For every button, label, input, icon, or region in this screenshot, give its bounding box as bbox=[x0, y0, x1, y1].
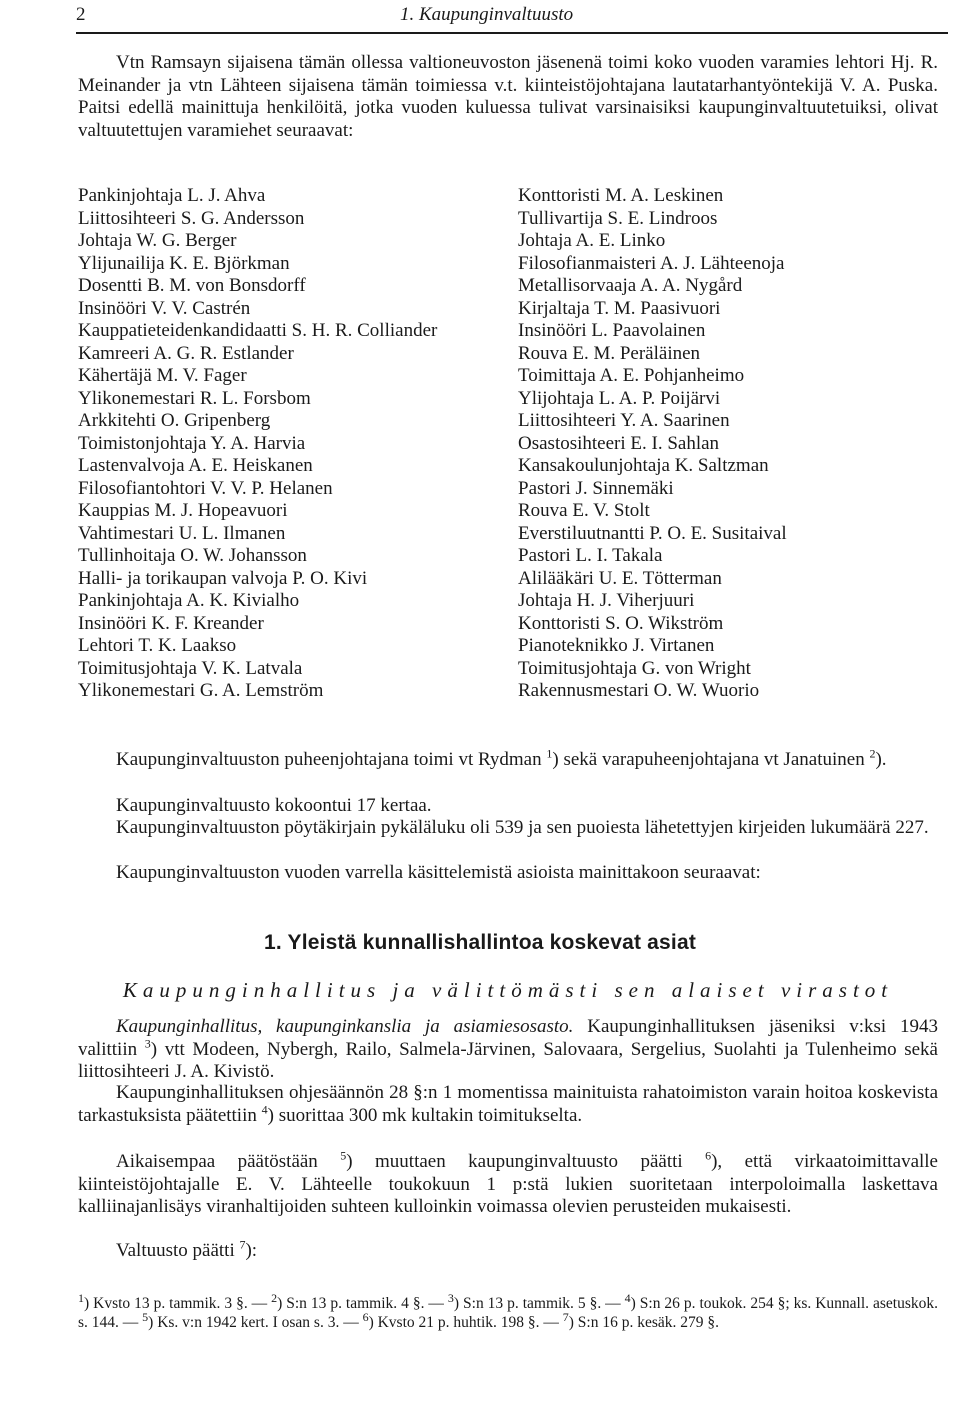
footnote-mark: 3 bbox=[447, 1290, 454, 1305]
footnote-text: ) Kvsto 13 p. tammik. 3 §. — bbox=[84, 1295, 272, 1312]
deputy-name: Kauppias M. J. Hopeavuori bbox=[78, 500, 288, 521]
deputy-name: Kansakoulunjohtaja K. Saltzman bbox=[518, 455, 769, 476]
prev-text: ) muuttaen kaupunginvaltuusto päätti bbox=[346, 1151, 706, 1172]
deputy-name: Osastosihteeri E. I. Sahlan bbox=[518, 432, 720, 454]
decides-text: Valtuusto päätti bbox=[116, 1240, 240, 1261]
deputy-name: Vahtimestari U. L. Ilmanen bbox=[78, 522, 286, 544]
staff-text: ) vtt Modeen, Nybergh, Railo, Salmela-Järvinen, Salovaara, Sergelius, Suolahti ja Tulenheimo sekä liittosihteeri J. A. Kivistö. bbox=[78, 1038, 938, 1082]
footnote-mark: 7 bbox=[562, 1309, 569, 1324]
deputy-name: Insinööri K. F. Kreander bbox=[78, 612, 264, 634]
rules-paragraph bbox=[78, 1082, 938, 1127]
deputy-name: Filosofiantohtori V. V. P. Helanen bbox=[78, 477, 333, 499]
staff-text: Kaupunginhallituksen jäseniksi v:ksi 1943 valittiin bbox=[78, 1016, 938, 1060]
footnote-ref: 2 bbox=[869, 746, 876, 761]
deputy-name: Rouva E. M. Peräläinen bbox=[518, 342, 701, 364]
section-subheading: Kaupunginhallitus ja välittömästi sen alaiset virastot bbox=[122, 978, 894, 1002]
deputy-name: Pastori J. Sinnemäki bbox=[518, 477, 674, 499]
deputy-name: Dosentti B. M. von Bonsdorff bbox=[78, 275, 306, 296]
deputies-right-column bbox=[518, 185, 938, 703]
deputy-name: Liittosihteeri S. G. Andersson bbox=[78, 207, 305, 229]
deputy-name: Tullinhoitaja O. W. Johansson bbox=[78, 545, 307, 566]
deputy-name: Johtaja W. G. Berger bbox=[78, 230, 237, 251]
footnote-text: ) S:n 16 p. kesäk. 279 §. bbox=[568, 1314, 720, 1331]
deputy-name: Pankinjohtaja A. K. Kivialho bbox=[78, 590, 300, 611]
deputy-name: Liittosihteeri Y. A. Saarinen bbox=[518, 410, 730, 431]
section-heading: 1. Yleistä kunnallishallintoa koskevat asiat bbox=[263, 931, 697, 954]
deputy-name: Rouva E. V. Stolt bbox=[518, 500, 650, 521]
deputy-name: Ylijunailija K. E. Björkman bbox=[78, 252, 290, 274]
intro-paragraph: Vtn Ramsayn sijaisena tämän ollessa valtioneuvoston jäsenenä toimi koko vuoden varamies lehtori Hj. R. Meinander ja vtn Lähteen sijaisena tämän toimiessa v.t. kiinteistöjohtajana lautatarhantyöntekijä V. A. Puska. Paitsi edellä mainittuja henkilöitä, jotka vuoden kuluessa tulivat varsinaisiksi kaupunginvaltuutetuiksi, olivat valtuutettujen varamiehet seuraavat: bbox=[78, 52, 938, 141]
deputy-name: Kähertäjä M. V. Fager bbox=[78, 365, 247, 386]
deputy-name: Lastenvalvoja A. E. Heiskanen bbox=[78, 455, 313, 476]
deputy-name: Toimittaja A. E. Pohjanheimo bbox=[518, 365, 745, 386]
footnote-text: ) Kvsto 21 p. huhtik. 198 §. — bbox=[368, 1314, 563, 1331]
deputy-name: Kamreeri A. G. R. Estlander bbox=[78, 342, 294, 364]
footnote-text: ) S:n 26 p. toukok. 254 §; ks. Kunnall. asetuskok. s. 144. — bbox=[78, 1295, 938, 1331]
footnote-text: ) S:n 13 p. tammik. 4 §. — bbox=[277, 1295, 448, 1312]
deputy-name: Lehtori T. K. Laakso bbox=[78, 635, 237, 656]
rules-text: ) suorittaa 300 mk kultakin toimitukselta. bbox=[267, 1104, 583, 1126]
footnote-text: ) S:n 13 p. tammik. 5 §. — bbox=[453, 1295, 625, 1312]
deputy-name: Kirjaltaja T. M. Paasivuori bbox=[518, 297, 721, 319]
deputy-name: Halli- ja torikaupan valvoja P. O. Kivi bbox=[78, 567, 368, 589]
deputy-name: Toimitusjohtaja V. K. Latvala bbox=[78, 657, 303, 679]
rules-text: Kaupunginhallituksen ohjesäännön 28 §:n 1 momentissa mainituista rahatoimiston varain hoitoa koskevista tarkastuksista päätettiin bbox=[78, 1082, 938, 1126]
deputy-name: Konttoristi S. O. Wikström bbox=[518, 612, 724, 634]
deputy-name: Arkkitehti O. Gripenberg bbox=[78, 410, 271, 431]
deputy-name: Pianoteknikko J. Virtanen bbox=[518, 635, 715, 656]
meetings-paragraph: Kaupunginvaltuusto kokoontui 17 kertaa. bbox=[116, 795, 432, 816]
page-header bbox=[76, 2, 948, 34]
chair-text: Kaupunginvaltuuston puheenjohtajana toimi vt Rydman bbox=[116, 749, 547, 770]
decides-text: ): bbox=[245, 1240, 258, 1261]
deputy-name: Alilääkäri U. E. Tötterman bbox=[518, 567, 722, 589]
page-number: 2 bbox=[76, 4, 86, 25]
previous-decision-paragraph bbox=[78, 1148, 938, 1219]
deputy-name: Metallisorvaaja A. A. Nygård bbox=[518, 275, 743, 296]
footnote-text: ) Ks. v:n 1942 kert. I osan s. 3. — bbox=[148, 1314, 363, 1331]
deputy-name: Toimistonjohtaja Y. A. Harvia bbox=[78, 432, 306, 454]
deputy-name: Insinööri L. Paavolainen bbox=[518, 320, 706, 341]
footnote-mark: 4 bbox=[624, 1290, 631, 1305]
deputy-name: Tullivartija S. E. Lindroos bbox=[518, 207, 718, 229]
staff-paragraph bbox=[78, 1016, 938, 1084]
deputy-name: Johtaja H. J. Viherjuuri bbox=[518, 590, 695, 611]
deputy-name: Kauppatieteidenkandidaatti S. H. R. Colliander bbox=[78, 320, 438, 341]
deputy-name: Toimitusjohtaja G. von Wright bbox=[518, 657, 751, 679]
footnote-ref: 3 bbox=[144, 1036, 151, 1051]
footnote-mark: 6 bbox=[362, 1309, 369, 1324]
footnote-mark: 5 bbox=[142, 1309, 149, 1324]
deputy-name: Pankinjohtaja L. J. Ahva bbox=[78, 185, 266, 206]
deputy-name: Konttoristi M. A. Leskinen bbox=[518, 185, 724, 206]
running-title: 1. Kaupunginvaltuusto bbox=[400, 4, 574, 25]
footnote-mark: 2 bbox=[271, 1290, 278, 1305]
subsection-title: Kaupunginhallitus, kaupunginkanslia ja asiamiesosasto. bbox=[116, 1016, 574, 1037]
deputy-name: Insinööri V. V. Castrén bbox=[78, 297, 251, 319]
prev-text: ), että virkaatoimittavalle kiinteistöjohtajalle E. V. Lähteelle toukokuun 1 p:stä lukien suoritetaan interpoloimalla laskettava kalliinajanlisäys viranhaltijoiden suhteen kulloinkin voimassa olevien perusteiden mukaisesti. bbox=[78, 1151, 938, 1217]
footnote-ref: 6 bbox=[705, 1148, 712, 1163]
footnotes bbox=[78, 1290, 938, 1332]
footnote-ref: 7 bbox=[239, 1237, 246, 1252]
deputy-name: Johtaja A. E. Linko bbox=[518, 230, 666, 251]
deputy-name: Filosofianmaisteri A. J. Lähteenoja bbox=[518, 252, 785, 274]
deputy-name: Ylijohtaja L. A. P. Poijärvi bbox=[518, 387, 721, 409]
footnote-ref: 1 bbox=[546, 746, 553, 761]
deputy-name: Ylikonemestari R. L. Forsbom bbox=[78, 387, 311, 409]
chair-text: ). bbox=[875, 749, 887, 770]
deputies-left-column bbox=[78, 185, 498, 703]
deputy-name: Pastori L. I. Takala bbox=[518, 545, 663, 566]
deputy-name: Rakennusmestari O. W. Wuorio bbox=[518, 680, 760, 701]
footnote-mark: 1 bbox=[78, 1290, 84, 1305]
matters-paragraph: Kaupunginvaltuuston vuoden varrella käsittelemistä asioista mainittakoon seuraavat: bbox=[116, 862, 761, 883]
footnote-ref: 5 bbox=[340, 1148, 347, 1163]
deputy-name: Ylikonemestari G. A. Lemström bbox=[78, 680, 324, 701]
footnote-ref: 4 bbox=[261, 1102, 268, 1117]
decides-paragraph bbox=[78, 1237, 938, 1263]
chair-text: ) sekä varapuheenjohtajana vt Janatuinen bbox=[552, 749, 870, 770]
chair-paragraph bbox=[78, 746, 938, 772]
minutes-paragraph: Kaupunginvaltuuston pöytäkirjain pykäläluku oli 539 ja sen puoiesta lähetettyjen kirjeiden lukumäärä 227. bbox=[116, 817, 929, 838]
prev-text: Aikaisempaa päätöstään bbox=[116, 1151, 341, 1172]
deputy-name: Everstiluutnantti P. O. E. Susitaival bbox=[518, 522, 787, 544]
